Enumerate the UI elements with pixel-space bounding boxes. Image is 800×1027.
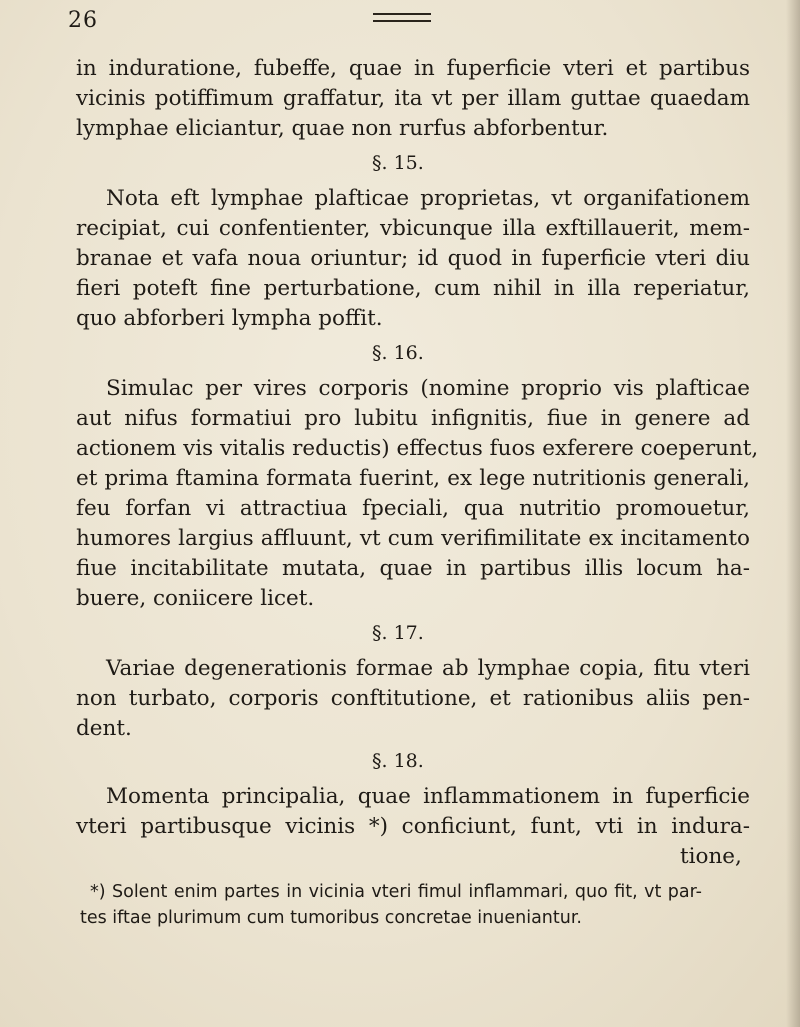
text-line: Variae degenerationis formae ab lymphae copia, fitu vteri (106, 656, 750, 681)
text-line: humores largius affluunt, vt cum verifimilitate ex incitamento (76, 526, 750, 551)
text-line: aut nifus formatiui pro lubitu infignitis, fiue in genere ad (76, 406, 750, 431)
section-heading-17: §. 17. (372, 622, 424, 644)
footnote-line: *) Solent enim partes in vicinia vteri fimul inflammari, quo fit, vt par- (90, 882, 702, 902)
text-line: Nota eft lymphae plafticae proprietas, vt organifationem (106, 186, 750, 211)
catchword: tione, (680, 844, 742, 869)
section-heading-18: §. 18. (372, 750, 424, 772)
page-edge-shadow (786, 0, 800, 1027)
text-line: recipiat, cui confentienter, vbicunque illa exftillauerit, mem- (76, 216, 750, 241)
text-line: lymphae eliciantur, quae non rurfus abforbentur. (76, 116, 609, 141)
text-line: Simulac per vires corporis (nomine proprio vis plafticae (106, 376, 750, 401)
section-heading-15: §. 15. (372, 152, 424, 174)
text-line: non turbato, corporis conftitutione, et rationibus aliis pen- (76, 686, 750, 711)
text-line: fiue incitabilitate mutata, quae in partibus illis locum ha- (76, 556, 750, 581)
footnote-line: tes iftae plurimum cum tumoribus concretae inueniantur. (80, 908, 582, 928)
section-heading-16: §. 16. (372, 342, 424, 364)
text-line: Momenta principalia, quae inflammationem in fuperficie (106, 784, 750, 809)
text-line: fieri poteft fine perturbatione, cum nihil in illa reperiatur, (76, 276, 750, 301)
text-line: buere, coniicere licet. (76, 586, 315, 611)
text-line: feu forfan vi attractiua fpeciali, qua nutritio promouetur, (76, 496, 750, 521)
page-number: 26 (68, 8, 98, 33)
text-line: vteri partibusque vicinis *) conficiunt, funt, vti in indura- (76, 814, 750, 839)
text-line: actionem vis vitalis reductis) effectus fuos exferere coeperunt, (76, 436, 759, 461)
text-line: dent. (76, 716, 132, 741)
text-line: vicinis potiffimum graffatur, ita vt per illam guttae quaedam (76, 86, 750, 111)
header-double-rule (373, 13, 431, 22)
text-line: et prima ftamina formata fuerint, ex lege nutritionis generali, (76, 466, 750, 491)
text-line: branae et vafa noua oriuntur; id quod in fuperficie vteri diu (76, 246, 750, 271)
text-line: quo abforberi lympha poffit. (76, 306, 383, 331)
text-line: in induratione, fubeffe, quae in fuperficie vteri et partibus (76, 56, 750, 81)
